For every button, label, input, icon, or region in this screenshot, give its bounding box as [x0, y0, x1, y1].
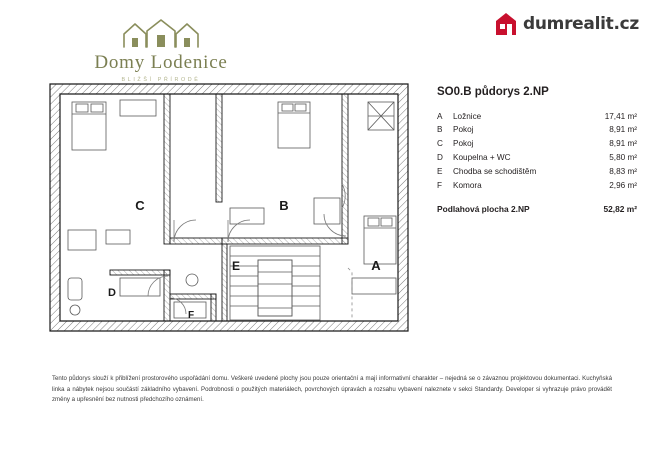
table-row [437, 110, 637, 124]
room-area: 2,96 m² [609, 180, 637, 190]
table-row [437, 165, 637, 179]
room-name: Ložnice [453, 111, 482, 121]
interior-walls [110, 94, 348, 321]
room-c-furniture [68, 100, 156, 250]
room-area: 17,41 m² [604, 111, 637, 121]
room-name: Komora [453, 180, 482, 190]
logo-title: Domy Lodenice [94, 52, 228, 73]
table-row [437, 179, 637, 193]
brand-tld: .cz [613, 14, 639, 34]
staircase [230, 246, 320, 320]
schedule-title: SO0.B půdorys 2.NP [437, 86, 549, 98]
room-name: Chodba se schodištěm [453, 166, 537, 176]
room-label-b: B [279, 198, 289, 213]
room-area: 8,91 m² [609, 139, 637, 149]
room-name: Pokoj [453, 125, 474, 135]
table-row [437, 152, 637, 166]
logo-subtitle: BLIŽŠÍ PŘÍRODĚ [121, 77, 201, 83]
room-label-e: E [231, 259, 241, 273]
room-name: Pokoj [453, 139, 474, 149]
disclaimer-note: Tento půdorys slouží k přiblížení prostorového uspořádání domu. Veškeré uvedené plochy jsou pouze orientační a mají informativní charakter – nejedná se o závaznou projektovou dokumentaci. Kuchyňská linka a nábytek nejsou součástí základního vybavení. Podrobnosti o použitých materiálech, povrchových úpravách a rozsahu vybavení naleznete v sekci Standardy. Developer si vyhrazuje právo provádět změny a upřesnění bez nutnosti předchozího oznámení. [52, 375, 612, 404]
total-area-value: 52,82 m² [603, 204, 637, 215]
house-logo-icon [495, 12, 517, 36]
room-schedule [437, 86, 637, 214]
schedule-table [437, 110, 637, 193]
floorplan-drawing [46, 80, 412, 335]
room-area: 8,91 m² [609, 125, 637, 135]
room-label-c: C [135, 198, 145, 213]
dumrealit-brand [495, 12, 639, 36]
room-key: C [437, 139, 443, 149]
brand-wordmark [523, 14, 639, 34]
table-row [437, 138, 637, 152]
room-key: B [437, 125, 443, 135]
room-area: 8,83 m² [609, 166, 637, 176]
total-area-label: Podlahová plocha 2.NP [437, 204, 530, 215]
room-label-f: F [187, 310, 195, 321]
room-key: F [437, 180, 443, 190]
houses-icon [56, 18, 266, 48]
room-area: 5,80 m² [609, 153, 637, 163]
total-area-row [437, 204, 637, 214]
room-key: E [437, 166, 443, 176]
room-name: Koupelna + WC [453, 153, 511, 163]
room-label-a: A [371, 258, 381, 273]
room-label-d: D [108, 287, 116, 299]
table-row [437, 124, 637, 138]
room-key: A [437, 111, 443, 121]
room-key: D [437, 153, 443, 163]
terrace-outline [348, 268, 352, 321]
project-logo [56, 18, 266, 83]
brand-name: dumrealit [523, 14, 614, 34]
